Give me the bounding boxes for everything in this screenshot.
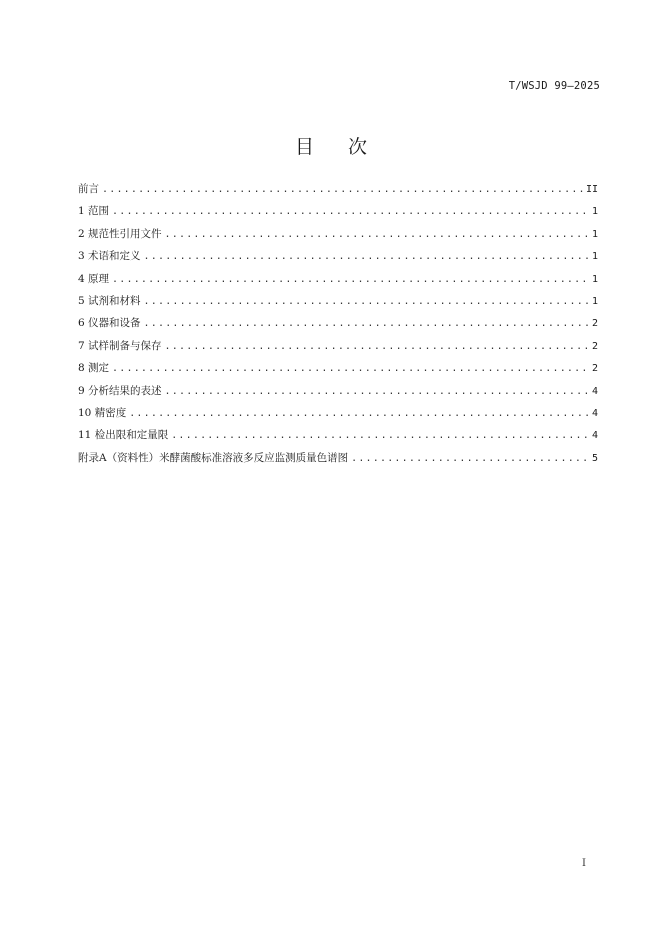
toc-entry-label: 7 试样制备与保存 xyxy=(78,339,162,352)
dot-leader xyxy=(165,226,590,244)
toc-entry-label: 5 试剂和材料 xyxy=(78,294,141,307)
toc-entry-label: 11 检出限和定量限 xyxy=(78,429,169,442)
toc-entry-label: 2 规范性引用文件 xyxy=(78,227,162,240)
toc-entry-normative-references[interactable] xyxy=(78,225,598,247)
dot-leader xyxy=(144,293,590,311)
toc-entry-page: II xyxy=(585,184,598,195)
toc-entry-label: 10 精密度 xyxy=(78,406,127,419)
toc-entry-page: 2 xyxy=(591,340,598,352)
toc-list xyxy=(78,180,598,471)
dot-leader xyxy=(144,248,590,266)
toc-entry-result-expression[interactable] xyxy=(78,382,598,404)
toc-entry-label: 1 范围 xyxy=(78,205,110,218)
toc-entry-detection-limits[interactable] xyxy=(78,426,598,448)
toc-entry-label: 9 分析结果的表述 xyxy=(78,384,162,397)
toc-title: 目次 xyxy=(294,136,401,158)
toc-entry-apparatus[interactable] xyxy=(78,314,598,336)
dot-leader xyxy=(112,271,590,289)
toc-entry-page: 2 xyxy=(591,318,598,330)
page-number: I xyxy=(582,858,586,869)
toc-entry-page: 4 xyxy=(591,385,598,397)
toc-entry-foreword[interactable] xyxy=(78,180,598,202)
toc-entry-page: 1 xyxy=(591,251,598,263)
dot-leader xyxy=(351,450,590,468)
toc-entry-sample-preparation[interactable] xyxy=(78,337,598,359)
toc-entry-page: 1 xyxy=(591,228,598,240)
toc-entry-label: 4 原理 xyxy=(78,272,110,285)
toc-entry-terms-definitions[interactable] xyxy=(78,247,598,269)
toc-entry-label: 3 术语和定义 xyxy=(78,250,141,263)
toc-entry-page: 1 xyxy=(591,206,598,218)
toc-entry-label: 前言 xyxy=(78,183,99,195)
document-code: T/WSJD 99—2025 xyxy=(508,80,600,92)
dot-leader xyxy=(165,383,590,401)
toc-entry-page: 2 xyxy=(591,363,598,375)
toc-entry-page: 1 xyxy=(591,295,598,307)
toc-entry-precision[interactable] xyxy=(78,404,598,426)
toc-entry-page: 1 xyxy=(591,273,598,285)
toc-entry-determination[interactable] xyxy=(78,359,598,381)
toc-entry-label: 6 仪器和设备 xyxy=(78,317,141,330)
dot-leader xyxy=(129,405,590,423)
toc-entry-page: 4 xyxy=(591,430,598,442)
toc-entry-scope[interactable] xyxy=(78,202,598,224)
toc-entry-reagents-materials[interactable] xyxy=(78,292,598,314)
dot-leader xyxy=(112,360,590,378)
dot-leader xyxy=(112,203,590,221)
dot-leader xyxy=(171,427,590,445)
dot-leader xyxy=(165,338,590,356)
toc-entry-page: 5 xyxy=(591,452,598,464)
toc-entry-appendix-a[interactable] xyxy=(78,449,598,471)
toc-entry-label: 附录A（资料性）米酵菌酸标准溶液多反应监测质量色谱图 xyxy=(78,451,349,464)
toc-entry-principle[interactable] xyxy=(78,270,598,292)
toc-entry-page: 4 xyxy=(591,407,598,419)
toc-entry-label: 8 测定 xyxy=(78,362,110,375)
dot-leader xyxy=(144,315,590,333)
dot-leader xyxy=(102,181,584,199)
